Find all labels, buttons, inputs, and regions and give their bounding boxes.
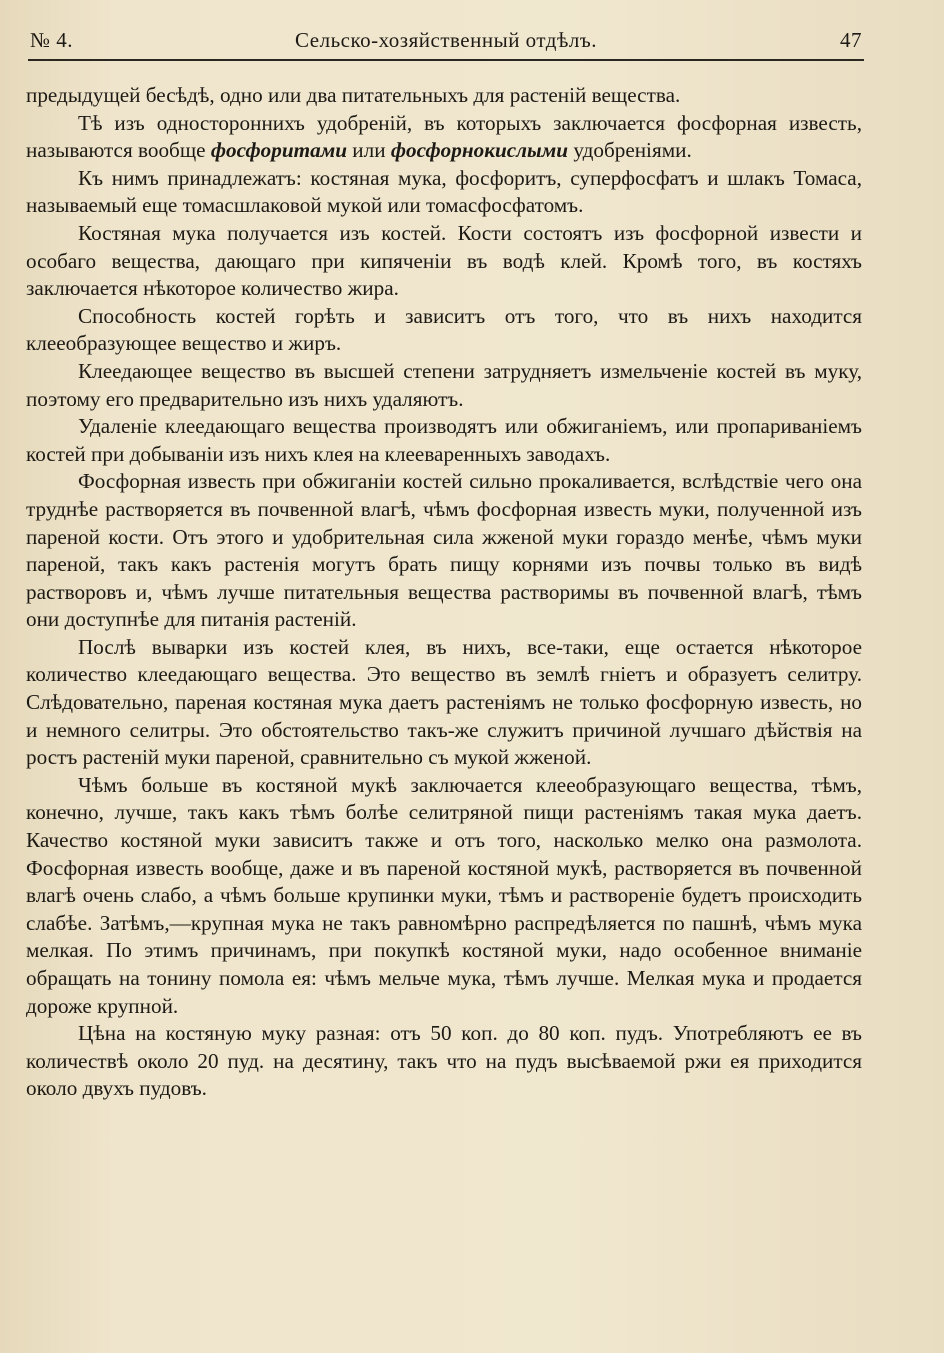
article-body — [26, 82, 862, 1103]
term-phosphorites: фосфоритами — [210, 138, 347, 163]
section-title: Сельско-хозяйственный отдѣлъ. — [295, 28, 597, 52]
paragraph: Чѣмъ больше въ костяной мукѣ заключается клееобразующаго вещества, тѣмъ, конечно, лучше, такъ какъ тѣмъ болѣе селитряной пищи растеніямъ такая мука даетъ. Качество костяной муки зависитъ также и отъ того, насколько мелко она размолота. Фосфорная известь вообще, даже и въ пареной костяной мукѣ, растворяется въ почвенной влагѣ очень слабо, а чѣмъ больше крупинки муки, тѣмъ и раствореніе будетъ происходить слабѣе. Затѣмъ,—крупная мука не такъ равномѣрно распредѣляется по пашнѣ, чѣмъ мука мелкая. По этимъ причинамъ, при покупкѣ костяной муки, надо особенное вниманіе обращать на тонину помола ея: чѣмъ мельче мука, тѣмъ лучше. Мелкая мука и продается дороже крупной. — [26, 772, 862, 1018]
paragraph: Клеедающее вещество въ высшей степени затрудняетъ измельченіе костей въ муку, поэтому его предварительно изъ нихъ удаляютъ. — [26, 358, 862, 411]
paragraph-text: удобреніями. — [568, 138, 692, 163]
paragraph: Послѣ выварки изъ костей клея, въ нихъ, все-таки, еще остается нѣкоторое количество клеедающаго вещества. Это вещество въ землѣ гніетъ и образуетъ селитру. Слѣдовательно, пареная костяная мука даетъ растеніямъ не только фосфорную известь, но и немного селитры. Это обстоятельство такъ-же служитъ причиной лучшаго дѣйствія на ростъ растеній муки пареной, сравнительно съ мукой жженой. — [26, 634, 862, 770]
header-rule — [28, 59, 864, 61]
running-header — [30, 28, 862, 58]
paragraph-text: или — [347, 138, 391, 163]
paragraph — [26, 110, 862, 165]
page-number: 47 — [840, 28, 862, 52]
paragraph: Костяная мука получается изъ костей. Кости состоятъ изъ фосфорной извести и особаго вещества, дающаго при кипяченіи въ водѣ клей. Кромѣ того, въ костяхъ заключается нѣкоторое количество жира. — [26, 220, 862, 301]
paragraph: Способность костей горѣть и зависитъ отъ того, что въ нихъ находится клееобразующее вещество и жиръ. — [26, 303, 862, 356]
term-phosphoric: фосфорнокислыми — [390, 138, 569, 163]
paragraph-text: Тѣ изъ одностороннихъ удобреній, въ которыхъ заключается фосфорная известь, называются вообще — [26, 110, 862, 163]
paragraph: предыдущей бесѣдѣ, одно или два питательныхъ для растеній вещества. — [26, 83, 681, 107]
paragraph: Удаленіе клеедающаго вещества производятъ или обжиганіемъ, или пропариваніемъ костей при добываніи изъ нихъ клея на клееваренныхъ заводахъ. — [26, 414, 862, 466]
issue-number: № 4. — [30, 28, 74, 52]
paragraph: Къ нимъ принадлежатъ: костяная мука, фосфоритъ, суперфосфатъ и шлакъ Томаса, называемый еще томасшлаковой мукой или томасфосфатомъ. — [26, 165, 862, 218]
paragraph: Фосфорная известь при обжиганіи костей сильно прокаливается, вслѣдствіе чего она труднѣе растворяется въ почвенной влагѣ, чѣмъ фосфорная известь муки, полученной изъ пареной кости. Отъ этого и удобрительная сила жженой муки гораздо менѣе, чѣмъ муки пареной, такъ какъ растенія могутъ брать пищу корнями изъ почвы только въ видѣ растворовъ и, чѣмъ лучше питательныя вещества растворимы въ почвенной влагѣ, тѣмъ они доступнѣе для питанія растеній. — [26, 469, 862, 632]
paragraph: Цѣна на костяную муку разная: отъ 50 коп. до 80 коп. пудъ. Употребляютъ ее въ количествѣ около 20 пуд. на десятину, такъ что на пудъ высѣваемой ржи ея приходится около двухъ пудовъ. — [26, 1021, 862, 1101]
